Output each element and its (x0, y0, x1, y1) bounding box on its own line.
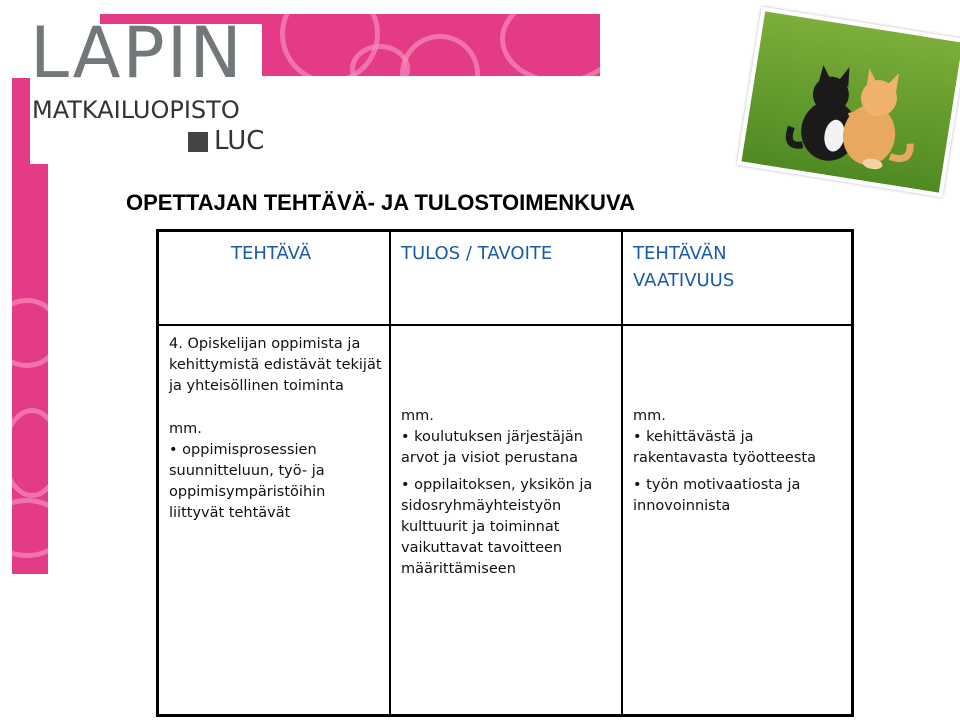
list-item: • kehittävästä ja rakentavasta työotteesta (633, 427, 849, 469)
slide-title: OPETTAJAN TEHTÄVÄ- JA TULOSTOIMENKUVA (126, 190, 635, 215)
list-item: • oppilaitoksen, yksikön ja sidosryhmäyhteistyön kulttuurit ja toiminnat vaikuttavat tavoitteen määrittämiseen (401, 475, 613, 580)
kittens-image-icon (741, 11, 960, 192)
logo-text-luc: LUC (214, 126, 265, 156)
task-heading: 4. Opiskelijan oppimista ja kehittymistä edistävät tekijät ja yhteisöllinen toiminta (169, 336, 382, 394)
demand-intro: mm. (633, 408, 666, 424)
list-item: • oppimisprosessien suunnitteluun, työ- ja oppimisympäristöihin liittyvät tehtävät (169, 440, 383, 524)
kittens-photo (737, 7, 960, 198)
logo-text-lapin: LAPIN (30, 12, 244, 94)
lapin-matkailuopisto-logo (30, 12, 265, 164)
column-tehtava-content (169, 334, 383, 530)
result-bullet-list (401, 427, 613, 580)
task-result-table (156, 229, 854, 717)
result-intro: mm. (401, 408, 434, 424)
task-bullet-list (169, 440, 383, 524)
logo-text-matkailuopisto: MATKAILUOPISTO (32, 96, 240, 124)
demand-bullet-list (633, 427, 849, 517)
table-header-row (159, 232, 851, 326)
list-item: • koulutuksen järjestäjän arvot ja visiot perustana (401, 427, 613, 469)
column-tulos-content (401, 406, 613, 586)
header-tehtavan-vaativuus: TEHTÄVÄN VAATIVUUS (633, 243, 735, 291)
task-intro: mm. (169, 421, 202, 437)
logo-square-mark (188, 132, 208, 152)
column-vaativuus-content (633, 406, 849, 523)
list-item: • työn motivaatiosta ja innovoinnista (633, 475, 849, 517)
header-tehtava: TEHTÄVÄ (231, 243, 312, 264)
header-tulos-tavoite: TULOS / TAVOITE (401, 243, 553, 264)
